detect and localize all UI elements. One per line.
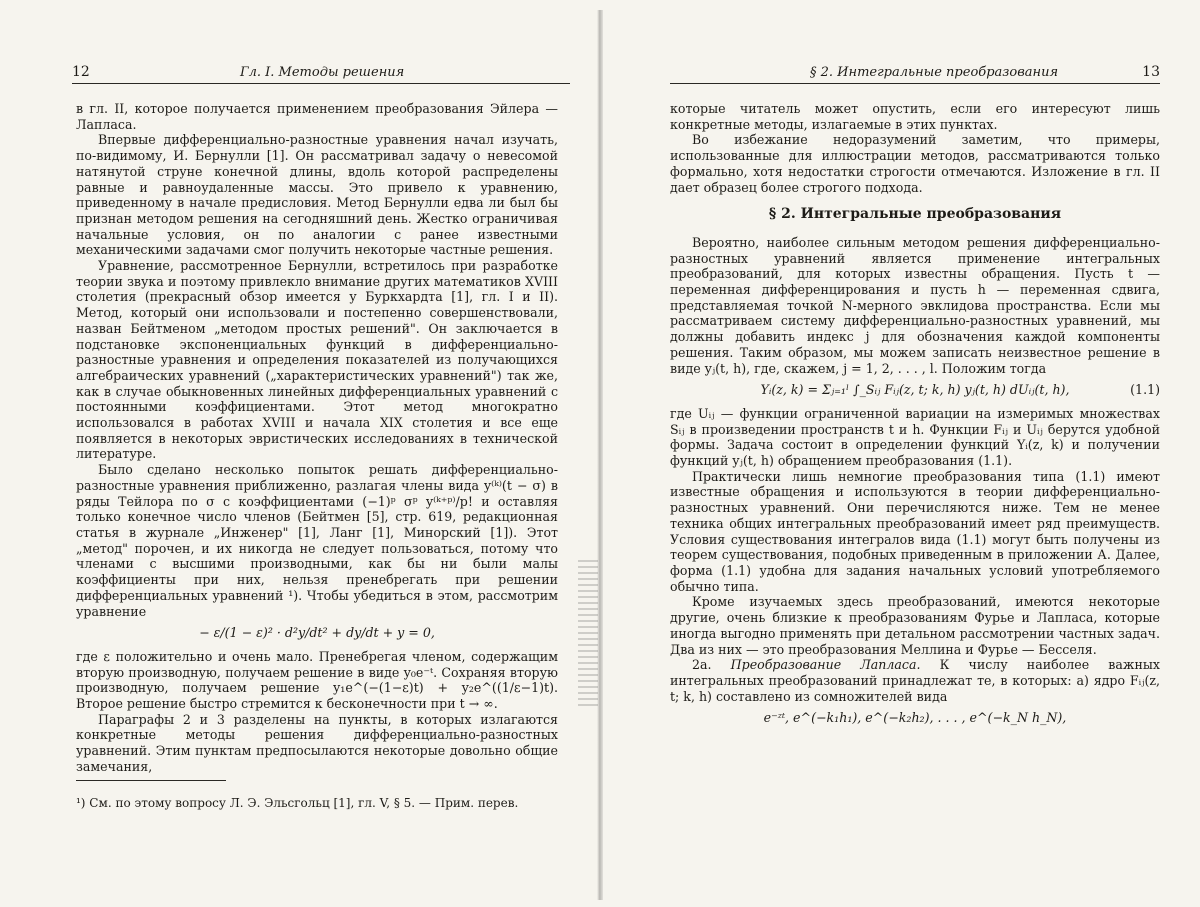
subsection-label: 2а. — [692, 657, 731, 673]
paragraph: Кроме изучаемых здесь преобразований, имеются некоторые другие, очень близкие к преобразованиям Фурье и Лапласа, которые иногда выгодно применять при детальном рассмотрении частных задач. Два из них — это преобразования Меллина и Фурье — Бесселя. — [670, 594, 1160, 657]
paragraph: Вероятно, наиболее сильным методом решения дифференциально-разностных уравнений является применение интегральных преобразований, для которых известны обращения. Пусть t — переменная дифференцирования и пусть h — переменная сдвига, представляемая точкой N-мерного эвклидова пространства. Если мы рассматриваем систему дифференциально-разностных уравнений, мы должны добавить индекс j для обозначения каждой компоненты решения. Таким образом, мы можем записать неизвестное решение в виде yⱼ(t, h), где, скажем, j = 1, 2, . . . , l. Положим тогда — [670, 234, 1160, 376]
right-header-rule — [670, 83, 1160, 84]
footnote: ¹) См. по этому вопросу Л. Э. Эльсгольц [1], гл. V, § 5. — Прим. перев. — [76, 796, 519, 810]
right-running-head — [670, 64, 1160, 82]
scan-smear — [578, 560, 598, 710]
paragraph: Параграфы 2 и 3 разделены на пункты, в которых излагаются конкретные методы решения дифференциально-разностных уравнений. Этим пунктам предпосылаются некоторые довольно общие замечания, — [76, 711, 558, 774]
paragraph: в гл. II, которое получается применением преобразования Эйлера — Лапласа. — [76, 101, 558, 132]
right-page-number: 13 — [1142, 64, 1160, 80]
book-gutter — [597, 10, 603, 900]
equation-left: − ε/(1 − ε)² · d²y/dt² + dy/dt + y = 0, — [199, 625, 435, 641]
right-running-title: § 2. Интегральные преобразования — [810, 65, 1059, 80]
left-running-title: Гл. I. Методы решения — [240, 65, 405, 80]
paragraph: Уравнение, рассмотренное Бернулли, встретилось при разработке теории звука и поэтому привлекло внимание других математиков XVIII столетия (прекрасный обзор имеется у Буркхардта [1], гл. I и II). Метод, который они использовали и постепенно совершенствовали, назван Бейтменом „методом простых решений". Он заключается в подстановке экспоненциальных функций в дифференциально-разностные уравнения и определения показателей из получающихся алгебраических уравнений („характеристических уравнений") так же, как в случае обыкновенных линейных дифференциальных уравнений с постоянными коэффициентами. Этот метод многократно использовался в работах XVIII и начала XIX столетия и все еще появляется в некоторых эвристических исследованиях в технической литературе. — [76, 258, 558, 462]
section-heading: § 2. Интегральные преобразования — [768, 206, 1062, 223]
equation-1-1 — [670, 382, 1160, 398]
right-body — [670, 101, 1160, 734]
equation-1-1-body: Yᵢ(z, k) = Σⱼ₌₁ˡ ∫_Sᵢⱼ Fᵢⱼ(z, t; k, h) yⱼ(t, h) dUᵢⱼ(t, h), — [760, 382, 1070, 398]
subsection-text: К числу наиболее важных интегральных преобразований принадлежат те, в которых: а) ядро Fᵢⱼ(z, t; k, h) составлено из сомножителей вида — [670, 657, 1161, 704]
left-body — [76, 101, 558, 775]
left-running-head — [72, 64, 570, 82]
subsection-title: Преобразование Лапласа. — [730, 657, 921, 673]
equation-exponentials: e⁻ᶻᵗ, e^(−k₁h₁), e^(−k₂h₂), . . . , e^(−k_N h_N), — [763, 710, 1067, 726]
paragraph: Во избежание недоразумений заметим, что примеры, использованные для иллюстрации методов, рассматриваются только формально, хотя недостатки строгости отмечаются. Изложение в гл. II дает образец более строгого подхода. — [670, 132, 1160, 195]
equation-number: (1.1) — [1130, 382, 1160, 398]
footnote-rule — [76, 780, 226, 781]
paragraph: где Uᵢⱼ — функции ограниченной вариации на измеримых множествах Sᵢⱼ в произведении пространств t и h. Функции Fᵢⱼ и Uᵢⱼ берутся удобной формы. Задача состоит в определении функций Yᵢ(z, k) и получении функций yⱼ(t, h) обращением преобразования (1.1). — [670, 405, 1160, 469]
subsection-paragraph — [670, 657, 1160, 704]
paragraph: Практически лишь немногие преобразования типа (1.1) имеют известные обращения и используются в теории дифференциально-разностных уравнений. Они перечисляются ниже. Тем не менее техника общих интегральных преобразований имеет ряд преимуществ. Условия существования интегралов вида (1.1) могут быть получены из теорем существования, подобных приведенным в приложении А. Далее, форма (1.1) удобна для задания начальных условий употребляемого обычно типа. — [670, 468, 1160, 594]
paragraph: где ε положительно и очень мало. Пренебрегая членом, содержащим вторую производную, получаем решение в виде y₀e⁻ᵗ. Сохраняя вторую производную, получаем решение y₁e^(−(1−ε)t) + y₂e^((1/ε−1)t). Второе решение быстро стремится к бесконечности при t → ∞. — [76, 648, 558, 712]
paragraph: Было сделано несколько попыток решать дифференциально-разностные уравнения приближенно, разлагая члены вида y⁽ᵏ⁾(t − σ) в ряды Тейлора по σ с коэффициентами (−1)ᵖ σᵖ y⁽ᵏ⁺ᵖ⁾/p! и оставляя только конечное число членов (Бейтмен [5], стр. 619, редакционная статья в журнале „Инженер" [1], Ланг [1], Минорский [1]). Этот „метод" порочен, и их никогда не следует пользоваться, потому что членами с высшими производными, как бы ни были малы коэффициенты при них, нельзя пренебрегать при решении дифференциальных уравнений ¹). Чтобы убедиться в этом, рассмотрим уравнение — [76, 462, 558, 619]
left-header-rule — [72, 83, 570, 84]
left-page-number: 12 — [72, 64, 90, 80]
paragraph: Впервые дифференциально-разностные уравнения начал изучать, по-видимому, И. Бернулли [1]. Он рассматривал задачу о невесомой натянутой струне конечной длины, вдоль которой распределены равные и равноудаленные массы. Это привело к уравнению, приведенному в начале предисловия. Метод Бернулли едва ли был бы признан методом решения на сегодняшний день. Жестко ограничивая начальные условия, он по аналогии с ранее известными механическими задачами смог получить некоторые частные решения. — [76, 132, 558, 258]
paragraph: которые читатель может опустить, если его интересуют лишь конкретные методы, излагаемые в этих пунктах. — [670, 101, 1160, 132]
